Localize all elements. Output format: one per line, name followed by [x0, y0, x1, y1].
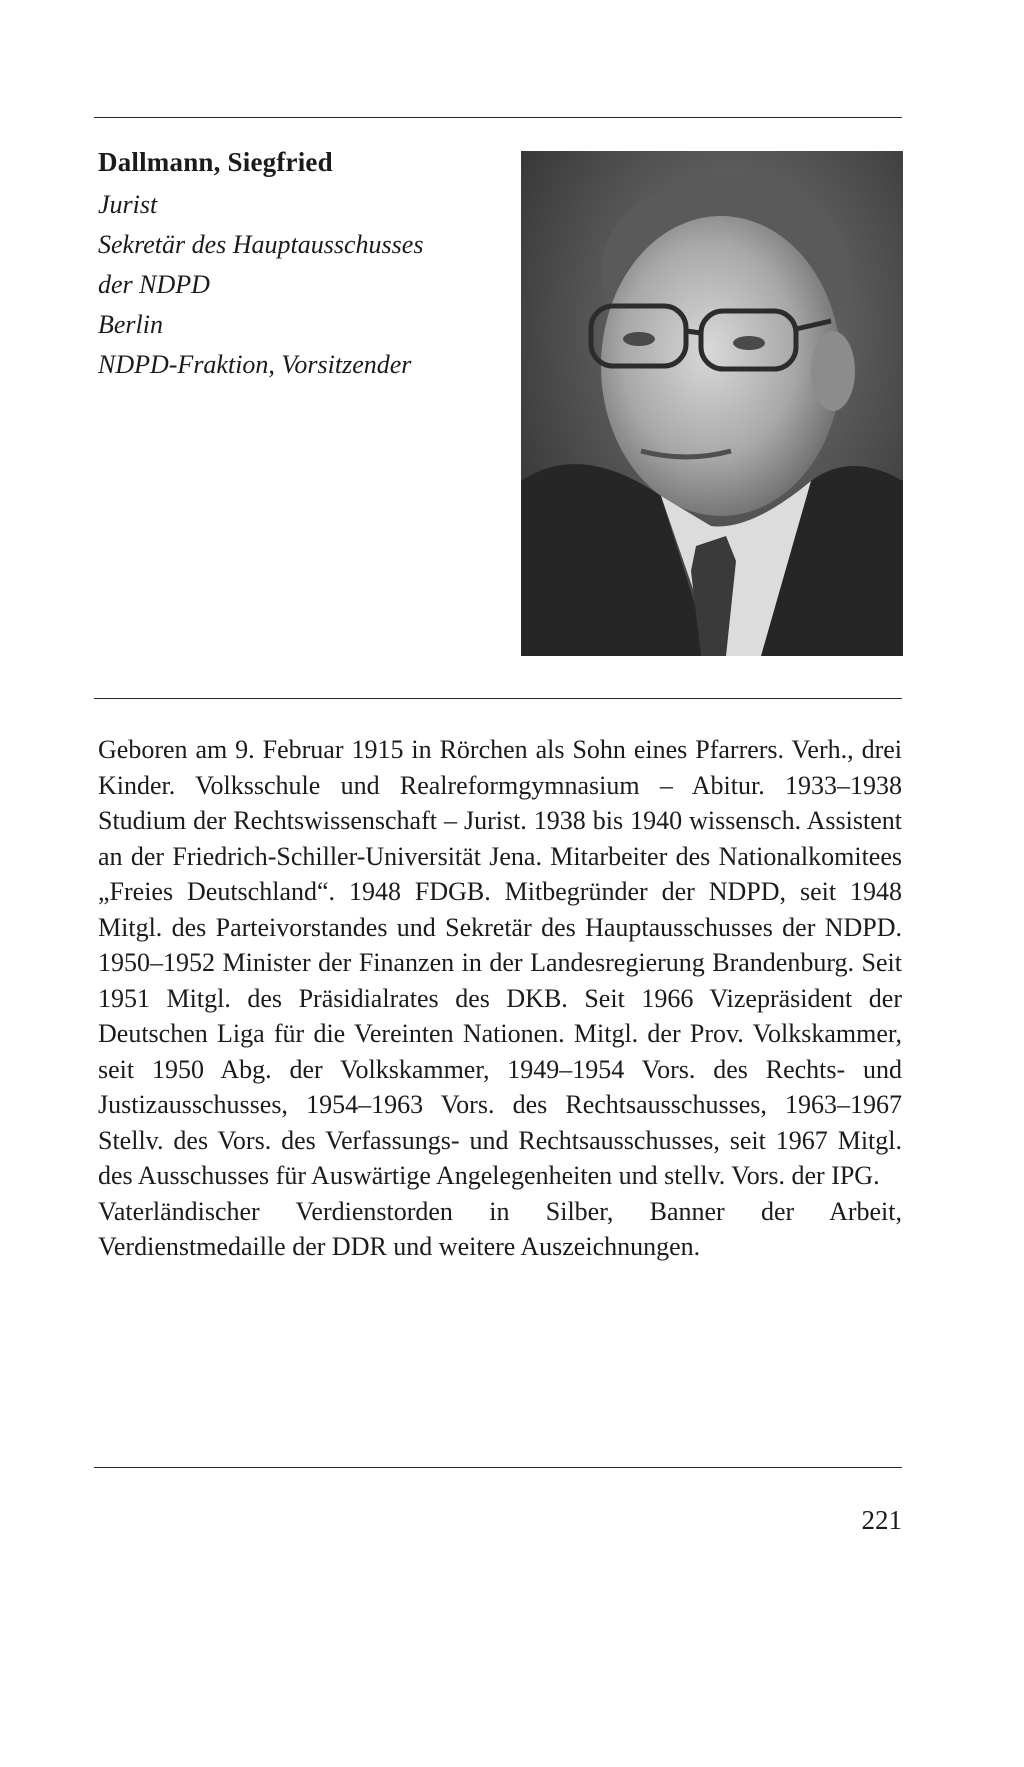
biography-paragraph-awards: Vaterländischer Verdienstorden in Silber, Banner der Arbeit, Verdienstmedaille der DDR und weitere Auszeichnungen. — [98, 1196, 902, 1261]
middle-rule — [94, 698, 902, 699]
entry-position-line-2: der NDPD — [98, 270, 210, 299]
entry-position-line-1: Sekretär des Hauptausschusses — [98, 230, 424, 259]
biography-text — [98, 732, 902, 1265]
top-rule — [94, 117, 902, 118]
entry-name: Dallmann, Siegfried — [98, 147, 333, 177]
bottom-rule — [94, 1467, 902, 1468]
page-number: 221 — [861, 1505, 902, 1535]
entry-occupation: Jurist — [98, 190, 158, 219]
biography-paragraph-career: Geboren am 9. Februar 1915 in Rörchen als Sohn eines Pfarrers. Verh., drei Kinder. Volksschule und Realreformgymnasium – Abitur. 1933–1938 Studium der Rechtswissenschaft – Jurist. 1938 bis 1940 wissensch. Assistent an der Friedrich-Schiller-Universität Jena. Mitarbeiter des Nationalkomitees „Freies Deutschland“. 1948 FDGB. Mitbegründer der NDPD, seit 1948 Mitgl. des Parteivorstandes und Sekretär des Hauptausschusses der NDPD. 1950–1952 Minister der Finanzen in der Landesregierung Brandenburg. Seit 1951 Mitgl. des Präsidialrates des DKB. Seit 1966 Vizepräsident der Deutschen Liga für die Vereinten Nationen. Mitgl. der Prov. Volkskammer, seit 1950 Abg. der Volkskammer, 1949–1954 Vors. des Rechts- und Justizausschusses, 1954–1963 Vors. des Rechtsausschusses, 1963–1967 Stellv. des Vors. des Verfassungs- und Rechtsausschusses, seit 1967 Mitgl. des Ausschusses für Auswärtige Angelegenheiten und stellv. Vors. der IPG. — [98, 735, 902, 1190]
entry-location: Berlin — [98, 310, 163, 339]
entry-faction-role: NDPD-Fraktion, Vorsitzender — [98, 350, 412, 379]
portrait-photo — [521, 151, 903, 656]
entry-header — [98, 145, 508, 385]
